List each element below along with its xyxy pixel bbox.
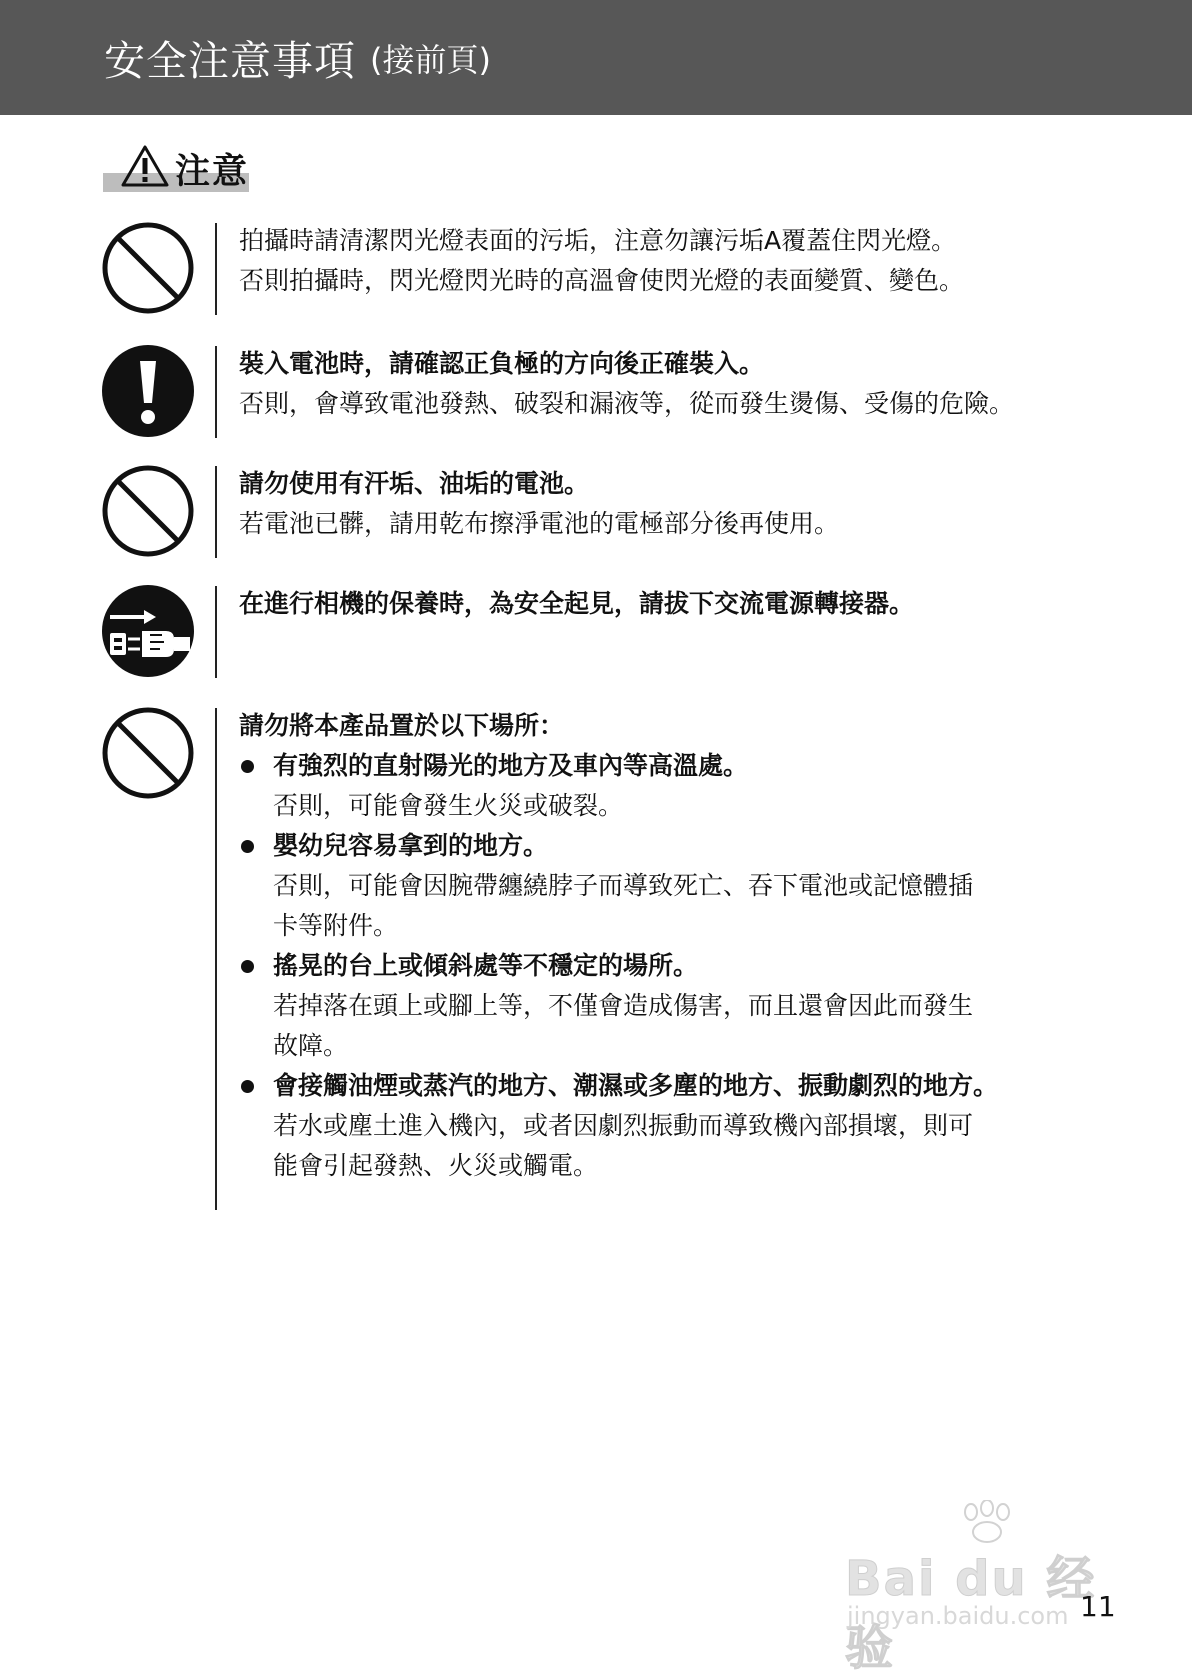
bullet-dot-icon — [241, 840, 254, 853]
bullet-detail: 卡等附件。 — [273, 911, 399, 940]
caution-heading — [103, 142, 251, 192]
bullet-dot-icon — [241, 760, 254, 773]
unplug-icon — [100, 583, 196, 679]
prohibition-icon — [100, 220, 196, 316]
instruction-text: 否則拍攝時，閃光燈閃光時的高溫會使閃光燈的表面變質、變色。 — [239, 266, 965, 295]
instruction-text: 若電池已髒，請用乾布擦淨電池的電極部分後再使用。 — [239, 509, 840, 538]
bullet-title: 有強烈的直射陽光的地方及車內等高溫處。 — [273, 751, 749, 780]
bullet-detail: 若掉落在頭上或腳上等，不僅會造成傷害，而且還會因此而發生 — [273, 991, 974, 1020]
page-header — [0, 0, 1192, 115]
watermark-text: Bai du 经验 — [845, 1551, 1097, 1676]
bullet-title: 搖晃的台上或傾斜處等不穩定的場所。 — [273, 951, 699, 980]
prohibition-icon — [100, 705, 196, 801]
bullet-title: 會接觸油煙或蒸汽的地方、潮濕或多塵的地方、振動劇烈的地方。 — [273, 1071, 999, 1100]
bullet-dot-icon — [241, 960, 254, 973]
instruction-heading: 請勿使用有汗垢、油垢的電池。 — [239, 469, 590, 498]
page-number: 11 — [1080, 1590, 1116, 1623]
instruction-heading: 在進行相機的保養時，為安全起見，請拔下交流電源轉接器。 — [239, 589, 915, 618]
bullet-detail: 故障。 — [273, 1031, 349, 1060]
placement-intro: 請勿將本產品置於以下場所： — [239, 711, 565, 740]
bullet-detail: 能會引起發熱、火災或觸電。 — [273, 1151, 599, 1180]
instruction-text: 拍攝時請清潔閃光燈表面的污垢，注意勿讓污垢A覆蓋住閃光燈。 — [239, 226, 957, 255]
bullet-detail: 否則，可能會因腕帶纏繞脖子而導致死亡、吞下電池或記憶體插 — [273, 871, 974, 900]
page-title: 安全注意事項 — [104, 37, 356, 85]
page-subtitle: (接前頁) — [370, 40, 491, 79]
warning-triangle-icon — [121, 144, 169, 188]
paw-logo-icon — [957, 1500, 1017, 1544]
bullet-item — [239, 946, 998, 1066]
bullet-item — [239, 1066, 998, 1186]
section-divider — [215, 346, 217, 438]
section-divider — [215, 223, 217, 315]
baidu-watermark — [845, 1500, 1145, 1676]
bullet-title: 嬰幼兒容易拿到的地方。 — [273, 831, 549, 860]
bullet-dot-icon — [241, 1080, 254, 1093]
section-divider — [215, 466, 217, 558]
prohibition-icon — [100, 463, 196, 559]
instruction-heading: 裝入電池時，請確認正負極的方向後正確裝入。 — [239, 349, 765, 378]
bullet-detail: 若水或塵土進入機內，或者因劇烈振動而導致機內部損壞，則可 — [273, 1111, 974, 1140]
watermark-url: jingyan.baidu.com — [847, 1602, 1069, 1630]
caution-label: 注意 — [175, 152, 250, 192]
section-divider — [215, 586, 217, 678]
exclamation-mandatory-icon — [100, 343, 196, 439]
bullet-detail: 否則，可能會發生火災或破裂。 — [273, 791, 624, 820]
bullet-item — [239, 826, 998, 946]
bullet-item — [239, 746, 998, 826]
instruction-text: 否則，會導致電池發熱、破裂和漏液等，從而發生燙傷、受傷的危險。 — [239, 389, 1015, 418]
section-divider — [215, 708, 217, 1210]
